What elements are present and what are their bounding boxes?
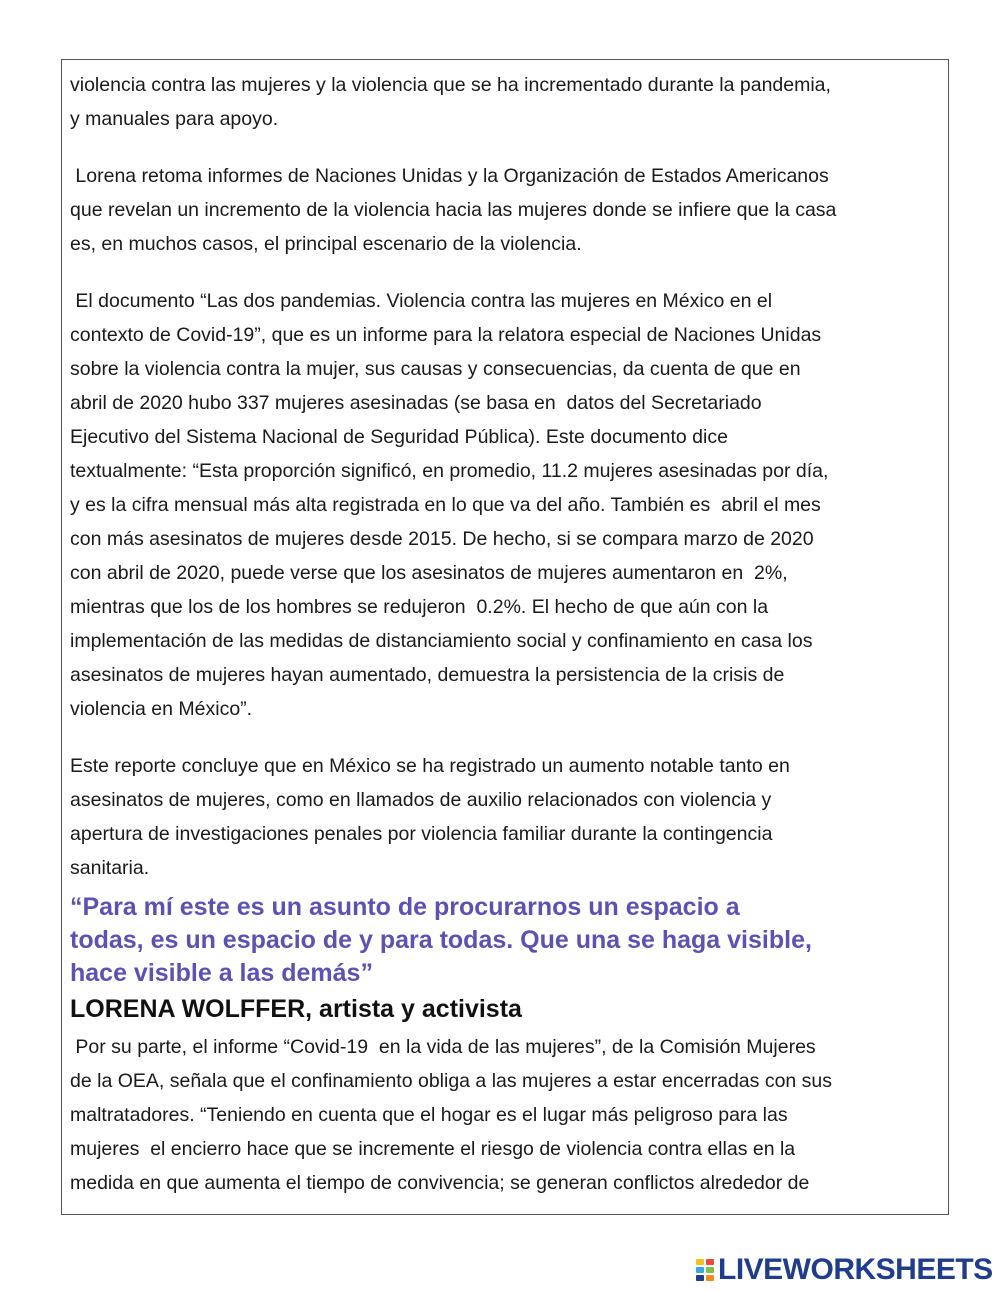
paragraph-4: Este reporte concluye que en México se ha registrado un aumento notable tanto en asesinatos de mujeres, como en llamados de auxilio relacionados con violencia y apertura de investigaciones penales por violencia familiar durante la contingencia sanitaria. [70,755,790,879]
paragraph-1: violencia contra las mujeres y la violencia que se ha incrementado durante la pandemia, y manuales para apoyo. [70,74,831,130]
paragraph-3: El documento “Las dos pandemias. Violencia contra las mujeres en México en el contexto de Covid-19”, que es un informe para la relatora especial de Naciones Unidas sobre la violencia contra la mujer, sus causas y consecuencias, da cuenta de que en abril de 2020 hubo 337 mujeres asesinadas (se basa en datos del Secretariado Ejecutivo del Sistema Nacional de Seguridad Pública). Este documento dice textualmente: “Esta proporción significó, en promedio, 11.2 mujeres asesinadas por día, y es la cifra mensual más alta registrada en lo que va del año. También es abril el mes con más asesinatos de mujeres desde 2015. De hecho, si se compara marzo de 2020 con abril de 2020, puede verse que los asesinatos de mujeres aumentaron en 2%, mientras que los de los hombres se redujeron 0.2%. El hecho de que aún con la implementación de las medidas de distanciamiento social y confinamiento en casa los asesinatos de mujeres hayan aumentado, demuestra la persistencia de la crisis de violencia en México”. [70,290,829,720]
paragraph-2: Lorena retoma informes de Naciones Unidas y la Organización de Estados Americanos que revelan un incremento de la violencia hacia las mujeres donde se infiere que la casa es, en muchos casos, el principal escenario de la violencia. [70,165,837,255]
pull-quote: “Para mí este es un asunto de procurarnos un espacio a todas, es un espacio de y para todas. Que una se haga visible, hace visible a las demás” [70,893,812,987]
brand-name: LIVEWORKSHEETS [718,1253,993,1286]
closing-paragraph: Por su parte, el informe “Covid-19 en la vida de las mujeres”, de la Comisión Mujeres de la OEA, señala que el confinamiento obliga a las mujeres a estar encerradas con sus maltratadores. “Teniendo en cuenta que el hogar es el lugar más peligroso para las mujeres el encierro hace que se incremente el riesgo de violencia contra ellas en la medida en que aumenta el tiempo de convivencia; se generan conflictos alrededor de [70,1036,833,1194]
liveworksheets-logo-icon [695,1258,715,1282]
article-body [70,68,942,1215]
quote-author: LORENA WOLFFER, artista y activista [70,995,522,1023]
worksheet-page-frame [61,59,949,1215]
liveworksheets-brand[interactable] [695,1253,993,1287]
